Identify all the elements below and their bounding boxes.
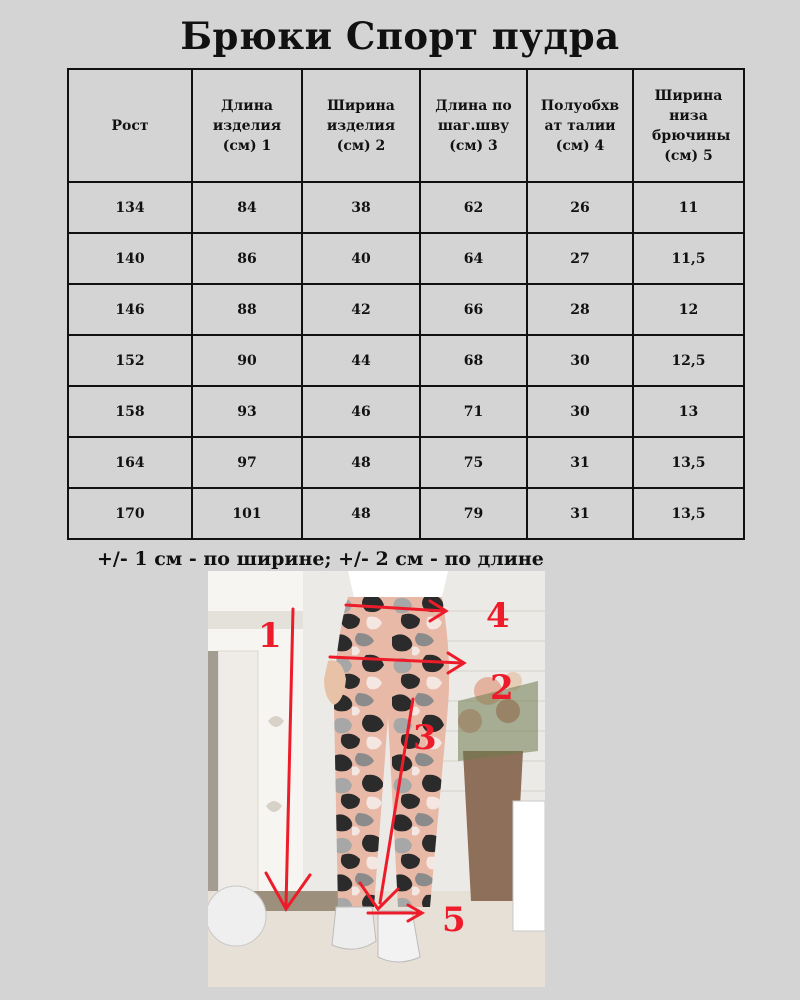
lantern: [513, 801, 545, 931]
table-cell: 48: [302, 488, 420, 539]
table-cell: 31: [527, 437, 633, 488]
table-row: [68, 437, 744, 488]
table-cell: 90: [192, 335, 302, 386]
table-row: [68, 335, 744, 386]
header-cell: Рост: [68, 69, 192, 182]
table-cell: 64: [420, 233, 527, 284]
table-cell: 13,5: [633, 437, 744, 488]
table-cell: 66: [420, 284, 527, 335]
table-cell: 28: [527, 284, 633, 335]
table-cell: 97: [192, 437, 302, 488]
table-cell: 12,5: [633, 335, 744, 386]
table-cell: 48: [302, 437, 420, 488]
table-cell: 101: [192, 488, 302, 539]
white-shirt: [348, 571, 448, 597]
table-row: [68, 284, 744, 335]
table-cell: 13,5: [633, 488, 744, 539]
page-title: Брюки Спорт пудра: [180, 14, 620, 58]
table-cell: 93: [192, 386, 302, 437]
table-cell: 146: [68, 284, 192, 335]
table-cell: 79: [420, 488, 527, 539]
table-cell: 158: [68, 386, 192, 437]
tolerance-note: +/- 1 см - по ширине; +/- 2 см - по длине: [97, 548, 544, 570]
table-cell: 30: [527, 386, 633, 437]
product-photo: [208, 571, 545, 987]
marker-3: 3: [413, 718, 437, 758]
table-cell: 164: [68, 437, 192, 488]
size-table: [67, 68, 745, 540]
table-cell: 170: [68, 488, 192, 539]
table-cell: 11: [633, 182, 744, 233]
table-cell: 26: [527, 182, 633, 233]
table-cell: 88: [192, 284, 302, 335]
table-cell: 62: [420, 182, 527, 233]
table-cell: 86: [192, 233, 302, 284]
table-cell: 12: [633, 284, 744, 335]
table-cell: 38: [302, 182, 420, 233]
table-cell: 13: [633, 386, 744, 437]
table-cell: 152: [68, 335, 192, 386]
header-cell: Ширина изделия (см) 2: [302, 69, 420, 182]
header-cell: Длина по шаг.шву (см) 3: [420, 69, 527, 182]
header-cell: Длина изделия (см) 1: [192, 69, 302, 182]
table-cell: 30: [527, 335, 633, 386]
table-body: [68, 182, 744, 539]
table-cell: 44: [302, 335, 420, 386]
wicker-ball: [208, 886, 266, 946]
marker-2: 2: [490, 668, 514, 708]
table-row: [68, 182, 744, 233]
header-cell: Полуобхв ат талии (см) 4: [527, 69, 633, 182]
table-row: [68, 233, 744, 284]
table-cell: 140: [68, 233, 192, 284]
table-cell: 40: [302, 233, 420, 284]
table-cell: 75: [420, 437, 527, 488]
marker-5: 5: [442, 900, 466, 940]
header-cell: Ширина низа брючины (см) 5: [633, 69, 744, 182]
table-cell: 84: [192, 182, 302, 233]
marker-1: 1: [258, 616, 282, 656]
table-cell: 46: [302, 386, 420, 437]
table-cell: 27: [527, 233, 633, 284]
table-cell: 42: [302, 284, 420, 335]
table-row: [68, 386, 744, 437]
marker-4: 4: [486, 596, 510, 636]
table-cell: 134: [68, 182, 192, 233]
table-cell: 68: [420, 335, 527, 386]
table-row: [68, 488, 744, 539]
table-cell: 11,5: [633, 233, 744, 284]
table-header-row: [68, 69, 744, 182]
table-cell: 71: [420, 386, 527, 437]
table-cell: 31: [527, 488, 633, 539]
